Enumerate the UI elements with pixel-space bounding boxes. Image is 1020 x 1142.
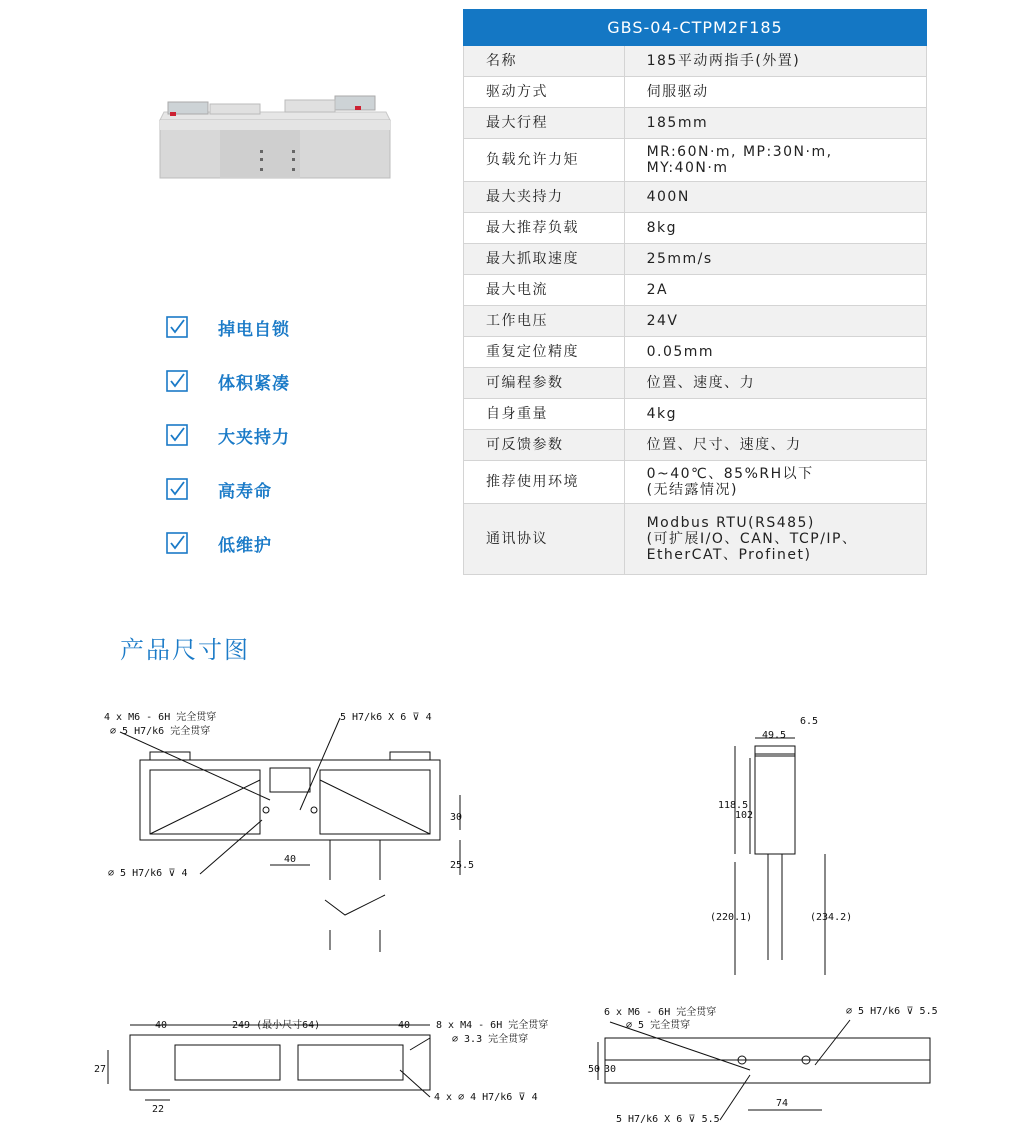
spec-value: 伺服驱动 [624,77,926,108]
spec-table-title: GBS-04-CTPM2F185 [464,10,927,46]
spec-label: 名称 [464,46,625,77]
spec-label: 最大推荐负载 [464,213,625,244]
spec-label: 通讯协议 [464,504,625,575]
dim-label: 40 [155,1020,168,1031]
table-row [464,213,927,244]
spec-value: 185mm [624,108,926,139]
spec-value: 0.05mm [624,337,926,368]
dimension-drawings [0,690,1020,1142]
dim-label: 8 x M4 - 6H 完全贯穿 [436,1020,549,1031]
feature-label: 体积紧凑 [218,373,290,394]
table-row [464,244,927,275]
dim-label: ∅ 3.3 完全贯穿 [452,1034,529,1045]
spec-value-line: Modbus RTU(RS485) [646,515,815,531]
table-row [464,306,927,337]
table-row [464,46,927,77]
spec-label: 工作电压 [464,306,625,337]
feature-label: 掉电自锁 [218,319,290,340]
table-row [464,368,927,399]
table-row [464,77,927,108]
feature-item [166,408,290,462]
dim-label: 49.5 [762,730,787,741]
dim-label: 25.5 [450,860,475,871]
spec-value: 位置、尺寸、速度、力 [624,430,926,461]
dim-label: 6.5 [800,716,819,727]
dim-label: 102 [735,810,754,821]
table-row [464,399,927,430]
dim-label: 5 H7/k6 X 6 ⊽ 4 [340,712,432,723]
dim-label: 40 [284,854,297,865]
dim-label: 50 [588,1064,601,1075]
table-row [464,504,927,575]
dim-label: ∅ 5 完全贯穿 [626,1020,691,1031]
spec-label: 自身重量 [464,399,625,430]
dim-label: 27 [94,1064,107,1075]
dim-label: 74 [776,1098,789,1109]
dim-label: 30 [604,1064,617,1075]
side-view [735,738,825,975]
table-row [464,108,927,139]
spec-value-line: (可扩展I/O、CAN、TCP/IP、 [646,531,858,547]
feature-label: 低维护 [218,535,272,556]
checkbox-checked-icon [166,532,188,554]
dim-label: 4 x ∅ 4 H7/k6 ⊽ 4 [434,1092,538,1103]
feature-item [166,462,290,516]
dim-label: 249 (最小尺寸64) [232,1020,321,1031]
dim-label: ∅ 5 H7/k6 完全贯穿 [110,726,211,737]
spec-value [624,139,926,182]
feature-list [166,300,290,570]
dim-label: ∅ 5 H7/k6 ⊽ 4 [108,868,188,879]
table-row [464,337,927,368]
dim-label: 30 [450,812,463,823]
top-view [108,1025,430,1100]
dim-label: (220.1) [710,912,753,923]
spec-label: 最大行程 [464,108,625,139]
spec-label: 重复定位精度 [464,337,625,368]
table-row [464,430,927,461]
dim-label: 118.5 [718,800,749,811]
feature-item [166,516,290,570]
spec-label: 可编程参数 [464,368,625,399]
dim-label: 4 x M6 - 6H 完全贯穿 [104,712,217,723]
spec-value: 25mm/s [624,244,926,275]
spec-label: 最大夹持力 [464,182,625,213]
feature-item [166,354,290,408]
spec-value: 24V [624,306,926,337]
dim-label: 40 [398,1020,411,1031]
spec-table [463,9,927,575]
bottom-view [598,1020,930,1120]
spec-value: 400N [624,182,926,213]
spec-value [624,461,926,504]
feature-item [166,300,290,354]
feature-label: 高寿命 [218,481,272,502]
checkbox-checked-icon [166,478,188,500]
spec-value: 位置、速度、力 [624,368,926,399]
spec-label: 负载允许力矩 [464,139,625,182]
spec-label: 可反馈参数 [464,430,625,461]
spec-value-line: (无结露情况) [646,482,739,498]
feature-label: 大夹持力 [218,427,290,448]
checkbox-checked-icon [166,316,188,338]
spec-value-line: MR:60N·m, MP:30N·m, [646,144,833,160]
dim-label: (234.2) [810,912,853,923]
spec-label: 推荐使用环境 [464,461,625,504]
spec-label: 最大抓取速度 [464,244,625,275]
spec-value-line: 0~40℃、85%RH以下 [646,466,814,482]
table-row [464,182,927,213]
dim-label: ∅ 5 H7/k6 ⊽ 5.5 [846,1006,938,1017]
table-row [464,275,927,306]
dim-label: 5 H7/k6 X 6 ⊽ 5.5 [616,1114,720,1125]
spec-value: 8kg [624,213,926,244]
spec-value: 2A [624,275,926,306]
spec-value: 185平动两指手(外置) [624,46,926,77]
spec-label: 驱动方式 [464,77,625,108]
dim-label: 22 [152,1104,165,1115]
spec-value [624,504,926,575]
section-title: 产品尺寸图 [120,636,250,664]
spec-label: 最大电流 [464,275,625,306]
checkbox-checked-icon [166,370,188,392]
dim-label: 6 x M6 - 6H 完全贯穿 [604,1007,717,1018]
product-photo [150,92,400,202]
checkbox-checked-icon [166,424,188,446]
spec-value-line: EtherCAT、Profinet) [646,547,812,563]
spec-value-line: MY:40N·m [646,160,729,176]
table-row [464,139,927,182]
table-row [464,461,927,504]
spec-value: 4kg [624,399,926,430]
